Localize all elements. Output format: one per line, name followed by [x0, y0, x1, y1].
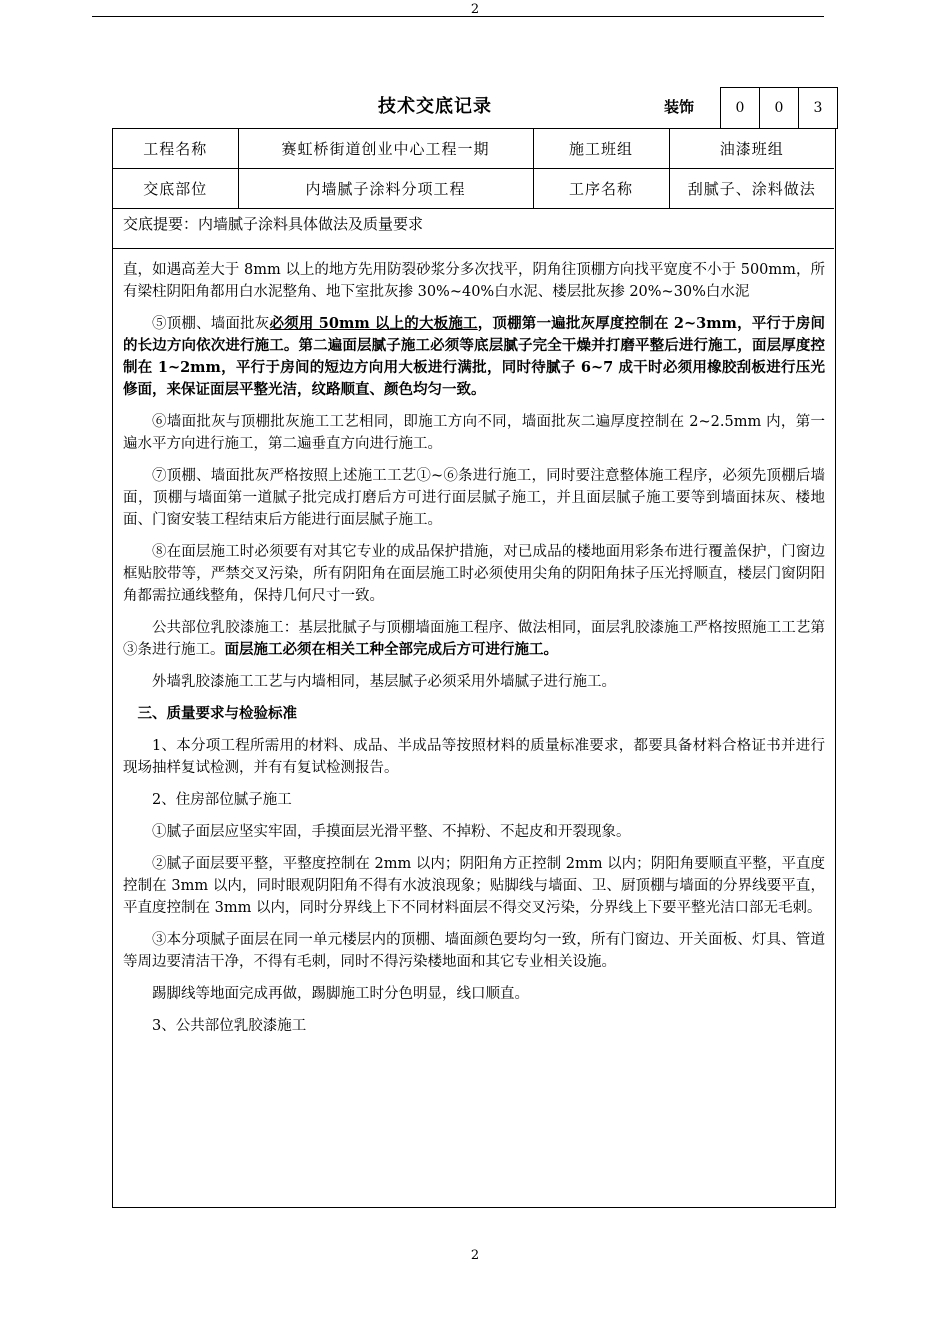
- page-number-top: 2: [470, 2, 480, 17]
- process-label: 工序名称: [533, 169, 669, 209]
- paragraph: 踢脚线等地面完成再做，踢脚施工时分色明显，线口顺直。: [152, 986, 529, 1002]
- code-boxes: [720, 87, 838, 129]
- team-label: 施工班组: [533, 129, 669, 169]
- location-value: 内墙腻子涂料分项工程: [238, 169, 533, 209]
- category-label: 装饰: [664, 98, 695, 116]
- process-value: 刮腻子、涂料做法: [669, 169, 834, 209]
- document-body: [123, 259, 825, 1047]
- emphasis-text: 必须用 50mm 以上的大板施工: [269, 315, 478, 332]
- text-run: 公共部位乳胶漆施工：基层批腻子与顶棚墙面施工程序、做法相同，面层乳胶漆施工严格按照施工工艺第③条进行施工。: [123, 620, 825, 658]
- paragraph: 3、公共部位乳胶漆施工: [152, 1018, 307, 1034]
- paragraph: 1、本分项工程所需用的材料、成品、半成品等按照材料的质量标准要求，都要具备材料合格证书并进行现场抽样复试检测，并有有复试检测报告。: [123, 738, 825, 776]
- paragraph: ⑧在面层施工时必须要有对其它专业的成品保护措施，对已成品的楼地面用彩条布进行覆盖保护，门窗边框贴胶带等，严禁交叉污染，所有阴阳角在面层施工时必须使用尖角的阴阳角抹子压光捋顺直，楼层门窗阴阳角都需拉通线整角，保持几何尺寸一致。: [123, 544, 825, 604]
- section-heading: 三、质量要求与检验标准: [137, 705, 297, 722]
- paragraph: ②腻子面层要平整，平整度控制在 2mm 以内；阴阳角方正控制 2mm 以内；阴阳角要顺直平整，平直度控制在 3mm 以内，同时眼观阴阳角不得有水波浪现象；贴脚线与墙面、卫、厨顶棚与墙面的分界线要平直，平直度控制在 3mm 以内，同时分界线上下不同材料面层不得交叉污染，分界线上下要平整光洁口部无毛刺。: [123, 856, 825, 916]
- text-run: ⑤顶棚、墙面批灰: [152, 316, 270, 332]
- paragraph: [123, 617, 825, 661]
- info-table: [113, 129, 834, 209]
- paragraph: 外墙乳胶漆施工工艺与内墙相同，基层腻子必须采用外墙腻子进行施工。: [152, 674, 616, 690]
- table-row: [113, 129, 834, 169]
- project-name-value: 赛虹桥街道创业中心工程一期: [238, 129, 533, 169]
- paragraph: 2、住房部位腻子施工: [152, 792, 292, 808]
- team-value: 油漆班组: [669, 129, 834, 169]
- paragraph: ⑦顶棚、墙面批灰严格按照上述施工工艺①~⑥条进行施工，同时要注意整体施工程序，必须先顶棚后墙面，顶棚与墙面第一道腻子批完成打磨后方可进行面层腻子施工，并且面层腻子施工要等到墙面抹灰、楼地面、门窗安装工程结束后方能进行面层腻子施工。: [123, 468, 825, 528]
- paragraph: [123, 313, 825, 401]
- table-row: [113, 169, 834, 209]
- paragraph: ③本分项腻子面层在同一单元楼层内的顶棚、墙面颜色要均匀一致，所有门窗边、开关面板、灯具、管道等周边要清洁干净，不得有毛刺，同时不得污染楼地面和其它专业相关设施。: [123, 932, 825, 970]
- record-frame: [112, 128, 836, 1208]
- code-digit: 3: [798, 88, 837, 128]
- page-title: 技术交底记录: [378, 96, 492, 117]
- page-number-bottom: 2: [470, 1248, 480, 1263]
- emphasis-text: 面层施工必须在相关工种全部完成后方可进行施工。: [224, 641, 558, 658]
- emphasis-text: ，顶棚第一遍批灰厚度控制在 2~3mm，平行于房间的长边方向依次进行施工。第二遍面层腻子施工必须等底层腻子完全干燥并打磨平整后进行施工，面层厚度控制在 1~2mm，平行于房间的短边方向用大板进行满批，同时待腻子 6~7 成干时必须用橡胶刮板进行压光修面，来保证面层平整光洁，纹路顺直、颜色均匀一致。: [123, 315, 825, 398]
- paragraph: ①腻子面层应坚实牢固，手摸面层光滑平整、不掉粉、不起皮和开裂现象。: [152, 824, 631, 840]
- paragraph: ⑥墙面批灰与顶棚批灰施工工艺相同，即施工方向不同，墙面批灰二遍厚度控制在 2~2.5mm 内，第一遍水平方向进行施工，第二遍垂直方向进行施工。: [123, 414, 825, 452]
- project-name-label: 工程名称: [113, 129, 238, 169]
- code-digit: 0: [735, 100, 745, 116]
- code-digit: 0: [759, 88, 798, 128]
- paragraph: 直，如遇高差大于 8mm 以上的地方先用防裂砂浆分多次找平，阴角往顶棚方向找平宽度不小于 500mm，所有梁柱阴阳角都用白水泥整角、地下室批灰掺 30%~40%白水泥、楼层批灰掺 20%~30%白水泥: [123, 262, 825, 300]
- header-rule: [92, 16, 824, 17]
- location-label: 交底部位: [113, 169, 238, 209]
- summary-row: 交底提要：内墙腻子涂料具体做法及质量要求: [113, 209, 834, 249]
